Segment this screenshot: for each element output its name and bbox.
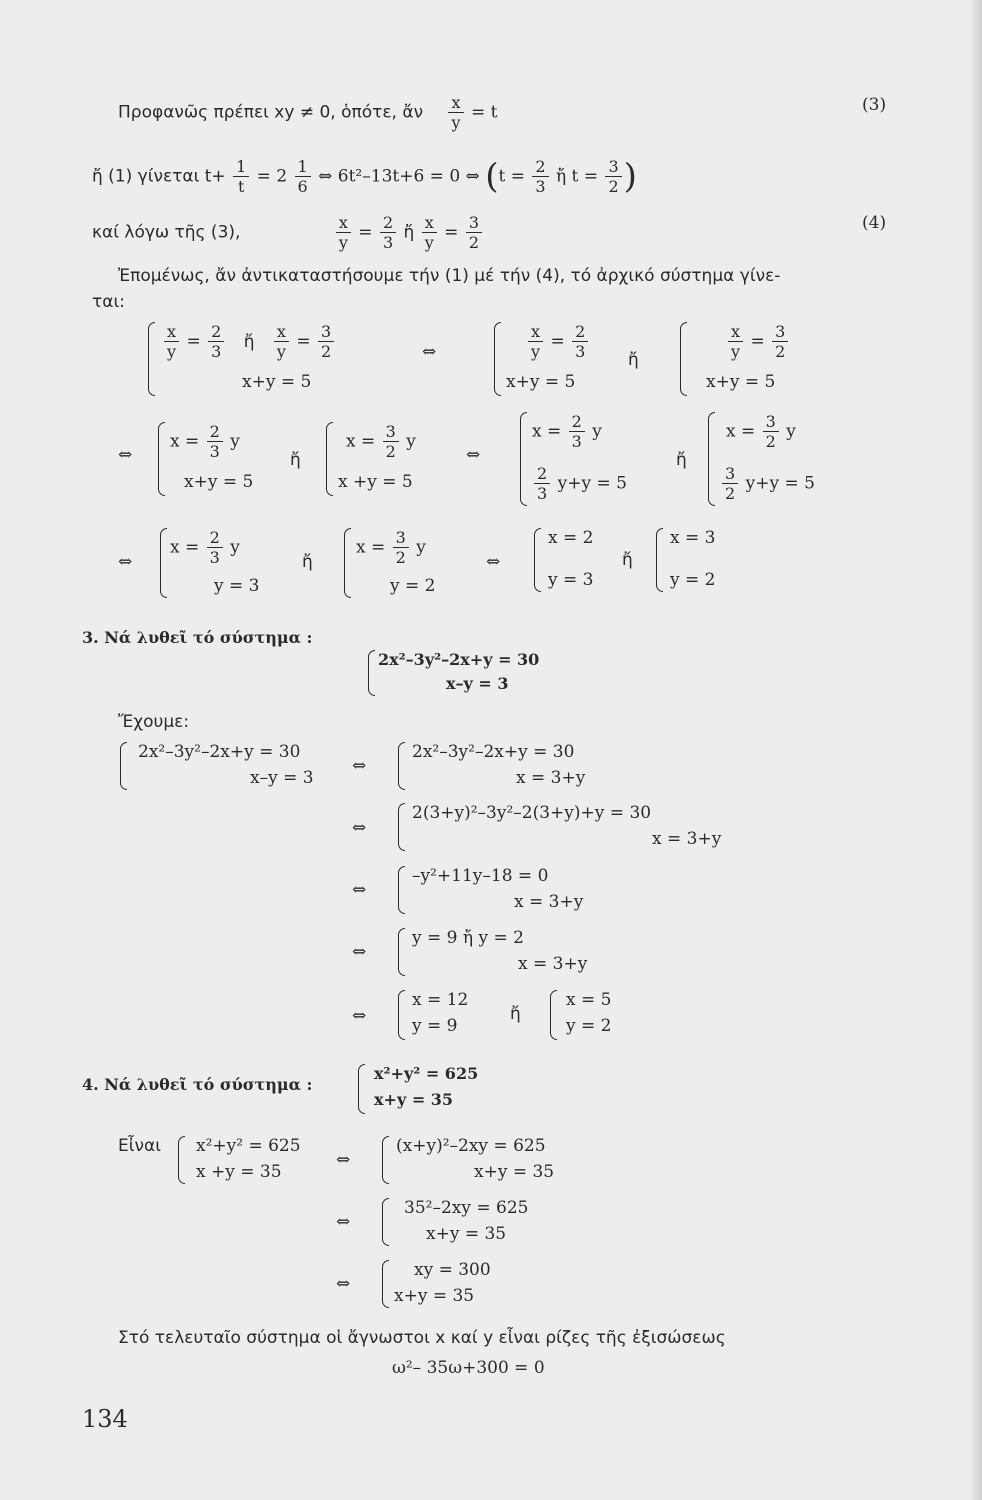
a1: 2x²–3y²–2x+y = 30 bbox=[138, 742, 301, 762]
fraction-x-y-a: $\frac{x}{y}$ bbox=[336, 213, 351, 252]
y: y bbox=[230, 431, 240, 452]
d1: xy = 300 bbox=[414, 1260, 491, 1280]
frac: $\frac{2}{3}$ bbox=[208, 322, 224, 361]
or-a: ἤ bbox=[403, 222, 415, 243]
g2: y = 2 bbox=[566, 1016, 612, 1036]
y3: y = 3 bbox=[214, 576, 260, 596]
brace bbox=[708, 412, 715, 506]
frac: $\frac{x}{y}$ bbox=[728, 322, 743, 361]
fraction-1-over-6: $\frac{1}{6}$ bbox=[295, 157, 311, 196]
y3b: y = 3 bbox=[548, 570, 594, 590]
c2: x = 3+y bbox=[652, 829, 722, 849]
eq: = bbox=[550, 331, 565, 352]
brace bbox=[398, 928, 405, 976]
x-eq: x = bbox=[170, 431, 200, 452]
iff: ⇔ bbox=[466, 445, 481, 465]
brace bbox=[148, 322, 155, 396]
brace bbox=[550, 990, 557, 1040]
s1-sum-c: x+y = 5 bbox=[706, 372, 776, 392]
equation-tag-4: (4) bbox=[862, 213, 887, 233]
page-number: 134 bbox=[82, 1405, 128, 1433]
p3-eq2: x–y = 3 bbox=[446, 674, 509, 693]
s2-c bbox=[532, 412, 602, 451]
frac: $\frac{3}{2}$ bbox=[722, 464, 738, 503]
iff: ⇔ bbox=[352, 756, 367, 776]
x-eq: x = bbox=[532, 421, 562, 442]
frac: $\frac{x}{y}$ bbox=[274, 322, 289, 361]
iff: ⇔ bbox=[486, 552, 501, 572]
y: y bbox=[786, 421, 796, 442]
fraction-3-over-2: $\frac{3}{2}$ bbox=[605, 157, 621, 196]
eq: = bbox=[750, 331, 765, 352]
iff: ⇔ bbox=[352, 818, 367, 838]
frac: $\frac{3}{2}$ bbox=[393, 528, 409, 567]
s3-b bbox=[356, 528, 426, 567]
fraction-3-2-a: $\frac{3}{2}$ bbox=[466, 213, 482, 252]
d2: x = 3+y bbox=[514, 892, 584, 912]
yy: y+y = 5 bbox=[745, 473, 815, 494]
x-eq: x = bbox=[346, 431, 376, 452]
s1-sum: x+y = 5 bbox=[242, 372, 312, 392]
x2: x = 2 bbox=[548, 528, 594, 548]
iff: ⇔ bbox=[352, 1006, 367, 1026]
fraction-x-y-b: $\frac{x}{y}$ bbox=[422, 213, 437, 252]
or: ἤ bbox=[622, 550, 633, 570]
d1: –y²+11y–18 = 0 bbox=[412, 866, 549, 886]
a2: x–y = 3 bbox=[250, 768, 314, 788]
b1: (x+y)²–2xy = 625 bbox=[396, 1136, 546, 1156]
or: ἤ bbox=[676, 450, 687, 470]
x-eq: x = bbox=[170, 537, 200, 558]
brace bbox=[656, 528, 663, 592]
b2: x = 3+y bbox=[516, 768, 586, 788]
equals-t: = t bbox=[470, 102, 498, 123]
line-2-text: ἤ (1) γίνεται t+ bbox=[92, 166, 226, 187]
s1-row1 bbox=[162, 322, 336, 361]
line-1 bbox=[118, 93, 497, 132]
brace bbox=[382, 1136, 389, 1184]
eq: = bbox=[186, 331, 201, 352]
t-eq: t = bbox=[498, 166, 525, 187]
or: ἤ bbox=[628, 350, 639, 370]
brace bbox=[398, 742, 405, 790]
y2: y = 2 bbox=[390, 576, 436, 596]
problem-4-label: 4. Νά λυθεῖ τό σύστημα : bbox=[82, 1075, 313, 1094]
brace bbox=[160, 528, 167, 598]
s2-d2 bbox=[720, 464, 815, 503]
frac: $\frac{3}{2}$ bbox=[383, 422, 399, 461]
s2-c2 bbox=[532, 464, 627, 503]
d2: x+y = 35 bbox=[394, 1286, 475, 1306]
line-3 bbox=[92, 213, 484, 252]
paren-close: ) bbox=[623, 156, 637, 197]
iff: ⇔ bbox=[336, 1274, 351, 1294]
s1-right bbox=[726, 322, 790, 361]
iff: ⇔ bbox=[336, 1150, 351, 1170]
brace bbox=[368, 650, 375, 696]
brace bbox=[398, 866, 405, 914]
yy: y+y = 5 bbox=[557, 473, 627, 494]
c1: 35²–2xy = 625 bbox=[404, 1198, 529, 1218]
s2-b bbox=[346, 422, 416, 461]
c1: 2(3+y)²–3y²–2(3+y)+y = 30 bbox=[412, 803, 652, 823]
brace bbox=[344, 528, 351, 598]
iff: ⇔ bbox=[352, 880, 367, 900]
e2: x = 3+y bbox=[518, 954, 588, 974]
have-text: Ἔχουμε: bbox=[118, 712, 190, 732]
book-spine-shadow bbox=[972, 0, 982, 1500]
a2: x +y = 35 bbox=[196, 1162, 282, 1182]
is-text: Εἶναι bbox=[118, 1136, 161, 1156]
equation-tag-3: (3) bbox=[862, 95, 887, 115]
e1: y = 9 ἤ y = 2 bbox=[412, 928, 524, 948]
brace bbox=[680, 322, 687, 396]
eq-2: = 2 bbox=[256, 166, 288, 187]
brace bbox=[398, 990, 405, 1040]
fraction-1-over-t: $\frac{1}{t}$ bbox=[233, 157, 249, 196]
last-text: Στό τελευταῖο σύστημα οἱ ἄγνωστοι x καί y εἶναι ρίζες τῆς ἐξισώσεως bbox=[118, 1328, 726, 1348]
frac: $\frac{2}{3}$ bbox=[534, 464, 550, 503]
frac: $\frac{3}{2}$ bbox=[763, 412, 779, 451]
p4-eq2: x+y = 35 bbox=[374, 1090, 454, 1109]
f2: y = 9 bbox=[412, 1016, 458, 1036]
eq-b: = bbox=[444, 222, 459, 243]
x-eq: x = bbox=[726, 421, 756, 442]
frac: $\frac{2}{3}$ bbox=[572, 322, 588, 361]
frac: $\frac{x}{y}$ bbox=[528, 322, 543, 361]
brace bbox=[520, 412, 527, 506]
brace bbox=[120, 742, 127, 790]
s1-mid bbox=[526, 322, 590, 361]
iff: ⇔ bbox=[336, 1212, 351, 1232]
s2-d bbox=[726, 412, 796, 451]
frac: $\frac{2}{3}$ bbox=[207, 528, 223, 567]
y2b: y = 2 bbox=[670, 570, 716, 590]
or: ἤ bbox=[243, 331, 255, 352]
brace bbox=[494, 322, 501, 396]
x3: x = 3 bbox=[670, 528, 716, 548]
s3-a bbox=[170, 528, 240, 567]
sum: x+y = 5 bbox=[184, 472, 254, 492]
iff: ⇔ bbox=[422, 342, 437, 362]
paren-open: ( bbox=[485, 156, 499, 197]
brace bbox=[534, 528, 541, 592]
p3-eq1: 2x²–3y²–2x+y = 30 bbox=[378, 650, 540, 669]
s2-a bbox=[170, 422, 240, 461]
iff: ⇔ bbox=[118, 445, 133, 465]
sum: x +y = 5 bbox=[338, 472, 413, 492]
line-4-cont: ται: bbox=[92, 292, 125, 312]
line-1-text: Προφανῶς πρέπει xy ≠ 0, ὁπότε, ἄν bbox=[118, 102, 424, 123]
s1-sum-b: x+y = 5 bbox=[506, 372, 576, 392]
brace bbox=[398, 803, 405, 851]
iff: ⇔ bbox=[352, 942, 367, 962]
or: ἤ bbox=[302, 552, 313, 572]
brace bbox=[382, 1198, 389, 1246]
last-equation: ω²– 35ω+300 = 0 bbox=[392, 1358, 545, 1378]
c2: x+y = 35 bbox=[426, 1224, 507, 1244]
y: y bbox=[406, 431, 416, 452]
fraction-2-3-a: $\frac{2}{3}$ bbox=[380, 213, 396, 252]
brace bbox=[158, 422, 165, 496]
y: y bbox=[230, 537, 240, 558]
frac: $\frac{2}{3}$ bbox=[569, 412, 585, 451]
line-3-text: καί λόγω τῆς (3), bbox=[92, 222, 241, 243]
fraction-2-over-3: $\frac{2}{3}$ bbox=[532, 157, 548, 196]
or: ἤ bbox=[290, 450, 301, 470]
eq-a: = bbox=[358, 222, 373, 243]
p4-eq1: x²+y² = 625 bbox=[374, 1064, 479, 1083]
problem-3-label: 3. Νά λυθεῖ τό σύστημα : bbox=[82, 628, 313, 647]
g1: x = 5 bbox=[566, 990, 612, 1010]
or: ἤ bbox=[510, 1004, 521, 1024]
x-eq: x = bbox=[356, 537, 386, 558]
f1: x = 12 bbox=[412, 990, 469, 1010]
line-4-text: Ἐπομένως, ἄν ἀντικαταστήσουμε τήν (1) μέ τήν (4), τό ἀρχικό σύστημα γίνε- bbox=[118, 266, 781, 286]
iff: ⇔ bbox=[118, 552, 133, 572]
brace bbox=[178, 1136, 185, 1184]
frac: $\frac{x}{y}$ bbox=[164, 322, 179, 361]
brace bbox=[382, 1260, 389, 1308]
or-t-eq: ἤ t = bbox=[555, 166, 599, 187]
a1: x²+y² = 625 bbox=[196, 1136, 301, 1156]
b1: 2x²–3y²–2x+y = 30 bbox=[412, 742, 575, 762]
y: y bbox=[592, 421, 602, 442]
line-2 bbox=[92, 157, 637, 196]
eq: = bbox=[296, 331, 311, 352]
fraction-x-over-y: $\frac{x}{y}$ bbox=[448, 93, 463, 132]
brace bbox=[326, 422, 333, 496]
y: y bbox=[416, 537, 426, 558]
quadratic-t: ⇔ 6t²–13t+6 = 0 ⇔ bbox=[318, 166, 480, 187]
brace bbox=[358, 1064, 365, 1114]
frac: $\frac{3}{2}$ bbox=[772, 322, 788, 361]
b2: x+y = 35 bbox=[474, 1162, 555, 1182]
frac: $\frac{3}{2}$ bbox=[318, 322, 334, 361]
frac: $\frac{2}{3}$ bbox=[207, 422, 223, 461]
